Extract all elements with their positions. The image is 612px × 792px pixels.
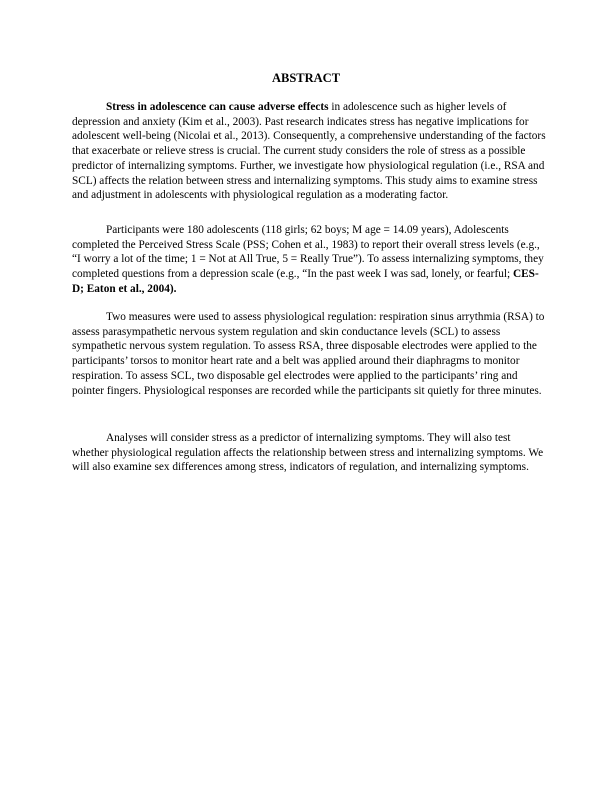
paragraph-analyses: Analyses will consider stress as a predictor of internalizing symptoms. They will also test whether physiological regulation affects the relationship between stress and internalizing symptoms. We will also examine sex differences among stress, indicators of regulation, and internalizing symptoms. [72, 432, 544, 474]
paragraph-background [72, 100, 546, 203]
paragraph-measures: Two measures were used to assess physiological regulation: respiration sinus arrythmia (RSA) to assess parasympathetic nervous system regulation and skin conductance levels (SCL) to assess sympathetic nervous system regulation. To assess RSA, three disposable electrodes were applied to the participants’ torsos to monitor heart rate and a belt was applied around their diaphragms to monitor respiration. To assess SCL, two disposable gel electrodes were applied to the participants’ ring and pointer fingers. Physiological responses are recorded while the participants sit quietly for three minutes. [72, 311, 545, 397]
paragraph-participants-text: Participants were 180 adolescents (118 girls; 62 boys; M age = 14.09 years), Adolescents completed the Perceived Stress Scale (PSS; Cohen et al., 1983) to report their overall stress levels (e.g., “I worry a lot of the time; 1 = Not at All True, 5 = Really True”). To assess internalizing symptoms, they completed questions from a depression scale (e.g., “In the past week I was sad, lonely, or fearful; [72, 224, 544, 281]
paragraph-background-text: in adolescence such as higher levels of depression and anxiety (Kim et al., 2003). Past research indicates stress has negative implications for adolescent well-being (Nicolai et al., 2013). Consequently, a comprehensive understanding of the factors that exacerbate or relieve stress is crucial. The current study considers the role of stress as a possible predictor of internalizing symptoms. Further, we investigate how physiological regulation (i.e., RSA and SCL) affects the relation between stress and internalizing symptoms. This study aims to examine stress and adjustment in adolescents with physiological regulation as a moderating factor. [72, 101, 546, 202]
emphasized-opening: Stress in adolescence can cause adverse effects [106, 101, 329, 113]
emphasized-citation: CES-D; Eaton et al., 2004). [72, 268, 539, 295]
abstract-title: ABSTRACT [271, 71, 341, 85]
paragraph-participants [72, 223, 546, 297]
